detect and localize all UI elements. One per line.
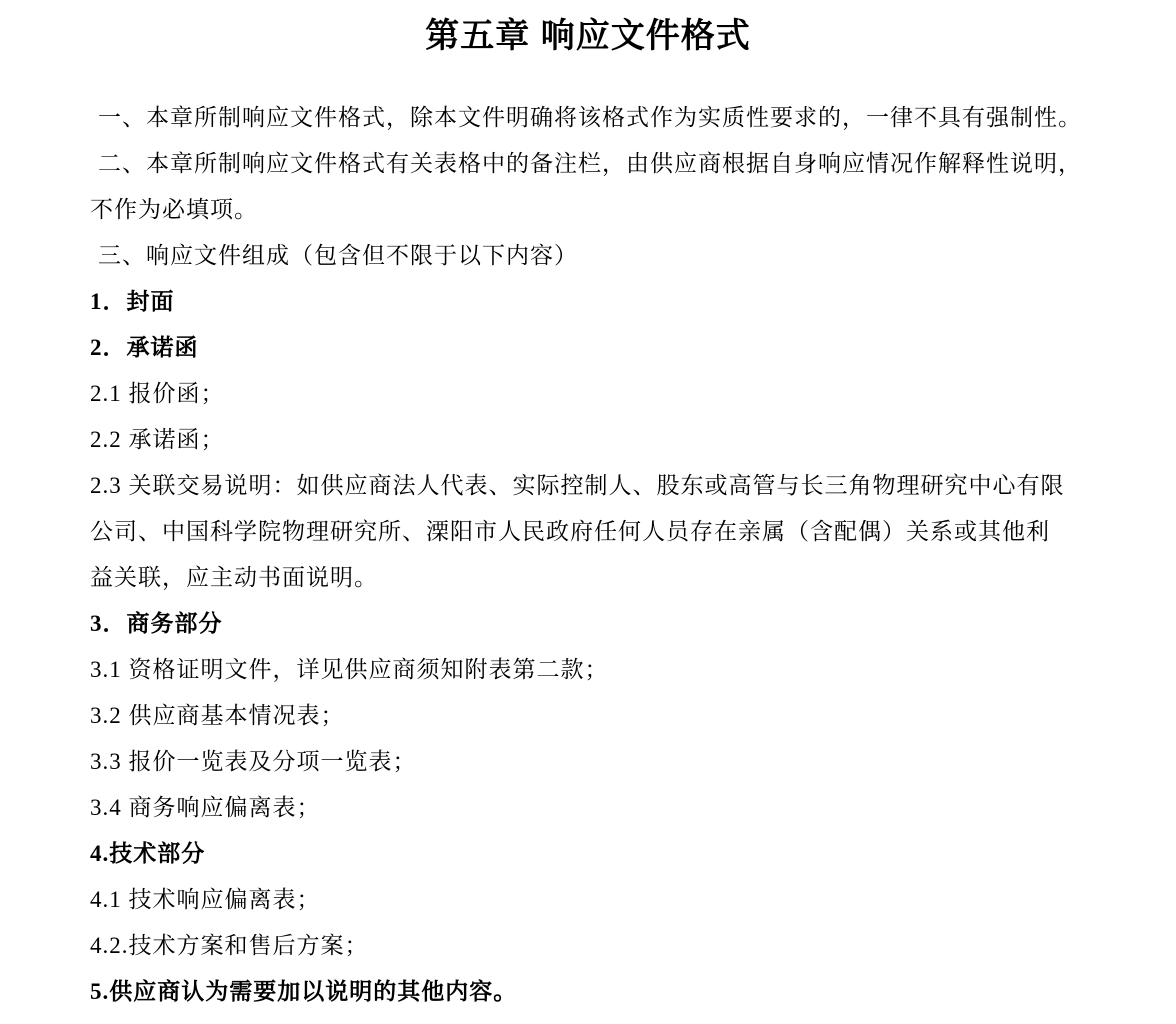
document-body [0,95,1176,1015]
line-section-1-cover: 1．封面 [90,289,175,314]
line-item-3-3: 3.3 报价一览表及分项一览表； [90,749,417,774]
line-item-3-4: 3.4 商务响应偏离表； [90,795,321,820]
line-section-5-other: 5.供应商认为需要加以说明的其他内容。 [90,979,518,1004]
line-item-3-1: 3.1 资格证明文件，详见供应商须知附表第二款； [90,657,609,682]
line-intro-2b: 不作为必填项。 [90,197,258,222]
line-item-2-2: 2.2 承诺函； [90,427,225,452]
line-intro-2a: 二、本章所制响应文件格式有关表格中的备注栏，由供应商根据自身响应情况作解释性说明， [98,151,1082,176]
line-section-2-commitment: 2．承诺函 [90,335,199,360]
line-intro-3: 三、响应文件组成（包含但不限于以下内容） [98,243,578,268]
line-item-4-2: 4.2.技术方案和售后方案； [90,933,369,958]
line-item-2-3c: 益关联，应主动书面说明。 [90,565,378,590]
chapter-title: 第五章 响应文件格式 [425,17,751,55]
line-section-4-technical: 4.技术部分 [90,841,206,866]
line-section-3-commercial: 3．商务部分 [90,611,223,636]
line-item-2-1: 2.1 报价函； [90,381,225,406]
line-intro-1: 一、本章所制响应文件格式，除本文件明确将该格式作为实质性要求的，一律不具有强制性。 [98,105,1082,130]
line-item-2-3b: 公司、中国科学院物理研究所、溧阳市人民政府任何人员存在亲属（含配偶）关系或其他利 [90,519,1050,544]
line-item-2-3a: 2.3 关联交易说明：如供应商法人代表、实际控制人、股东或高管与长三角物理研究中心有限 [90,473,1065,498]
line-item-4-1: 4.1 技术响应偏离表； [90,887,321,912]
line-item-3-2: 3.2 供应商基本情况表； [90,703,345,728]
